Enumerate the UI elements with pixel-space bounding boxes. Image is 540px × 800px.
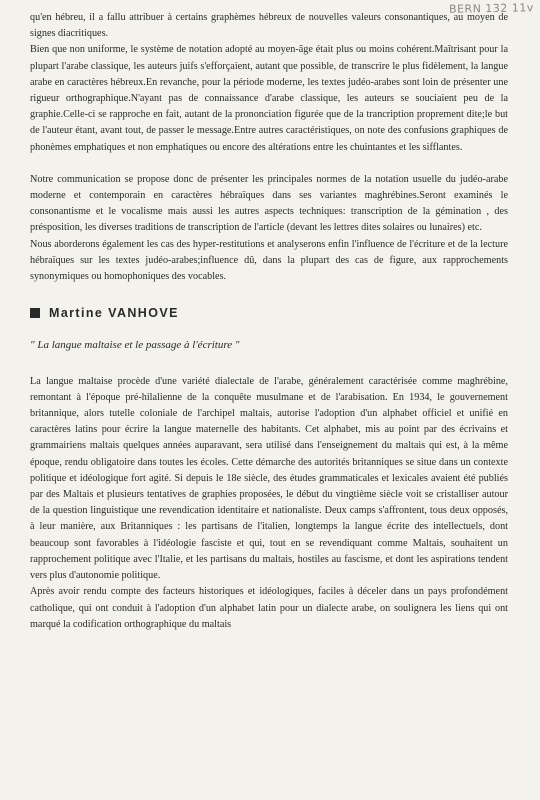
archive-stamp: BERN 132 11v	[449, 1, 535, 16]
document-body	[30, 10, 508, 633]
black-square-icon	[30, 308, 40, 318]
paragraph: Notre communication se propose donc de présenter les principales normes de la notation usuelle du judéo-arabe moderne et contemporain en caractères hébraïques dans ses variantes maghrébines.Seront examinés le consonantisme et le vocalisme mais aussi les autres aspects techniques: transcription de la gémination , des présposition, les diverses traditions de transcription de l'article (devant les lettres dites solaires ou lunaires) etc.	[30, 173, 508, 234]
author-last-name: VANHOVE	[108, 306, 179, 321]
paragraph: La langue maltaise procède d'une variété dialectale de l'arabe, généralement caractérisée comme maghrébine, remontant à l'époque pré-hilalienne de la conquête musulmane et de l'arabisation. En 1934, le gouvernement britannique, alors tutelle coloniale de l'archipel maltais, autorise l'adoption d'un alphabet officiel et unifié en caractères latins pour écrire la langue maternelle des habitants. Cet alphabet, mis au point par des écrivains et grammairiens maltais quelques années auparavant, sera utilisé dans l'enseignement du maltais qui est, à la même époque, rendu obligatoire dans toutes les écoles. Cette démarche des autorités britanniques se situe dans un contexte politique et idéologique fort agité. Si depuis le 18e siècle, des études grammaticales et lexicales avaient été publiés par des Maltais et plusieurs tentatives de graphies proposées, le début du vingtième siècle voit se cristalliser autour de la question linguistique une revendication identitaire et nationaliste. Deux camps s'affrontent, tous deux opposés, à leur manière, aux Britanniques : les partisans de l'italien, longtemps la langue écrite des intellectuels, dont beaucoup sont favorables à l'idéologie fasciste et qui, tout en se revendiquant comme Maltais, souhaitent un rapprochement politique avec l'Italie, et les partisans du maltais, hostiles au fascisme, et dont les aspirations tendent vers plus d'autonomie politique.	[30, 375, 508, 582]
author-name	[49, 305, 179, 321]
paragraph: Après avoir rendu compte des facteurs historiques et idéologiques, faciles à déceler dans un pays profondément catholique, qui ont conduit à l'adoption d'un alphabet latin pour un dialecte arabe, on soulignera les liens qui ont marqué la codification orthographique du maltais	[30, 586, 508, 630]
paragraph: Nous aborderons également les cas des hyper-restitutions et analyserons enfin l'influence de l'écriture et de la lecture hébraïques sur les textes judéo-arabes;influence dû, dans la plupart des cas de figure, aux rapprochements synonymiques ou homophoniques des vocables.	[30, 238, 508, 283]
paragraph: Bien que non uniforme, le système de notation adopté au moyen-âge était plus ou moins cohérent.Maîtrisant pour la plupart l'arabe classique, les auteurs juifs s'efforçaient, autant que possible, de transcrire le plus fidèlement, la langue arabe en caractères hébreux.En revanche, pour la période moderne, les textes judéo-arabes sont loin de présenter une rigueur orthographique.N'ayant pas de connaissance d'arabe classique, les auteurs se souciaient peu de la graphie.Celle-ci se rapproche en fait, autant de la prononciation figurée que de la trancription proprement dite;le but de l'auteur étant, avant tout, de passer le message.Entre autres caractéristiques, on note des confusions graphiques de phonèmes emphatiques et non emphatiques ou encore des altérations entre les chuintantes et les sifflantes.	[30, 44, 508, 153]
paragraph: qu'en hébreu, il a fallu attribuer à certains graphèmes hébreux de nouvelles valeurs consonantiques, au moyen de signes diacritiques.	[30, 12, 508, 40]
author-first-name: Martine	[49, 306, 104, 321]
section-author-heading	[30, 305, 508, 321]
talk-title: " La langue maltaise et le passage à l'écriture "	[30, 339, 240, 352]
